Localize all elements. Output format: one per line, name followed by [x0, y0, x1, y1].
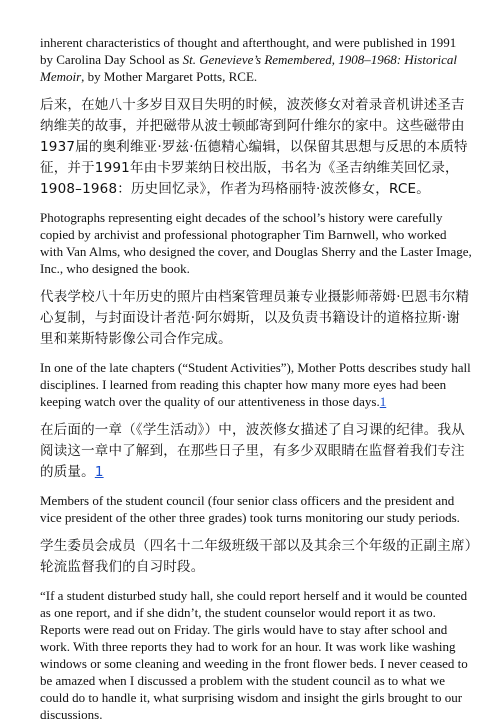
paragraph-zh-4 [40, 536, 472, 578]
paragraph-zh-1 [40, 95, 472, 200]
paragraph-en-2 [40, 209, 472, 277]
paragraph-zh-2 [40, 287, 472, 350]
text-run: 学生委员会成员（四名十二年级班级干部以及其余三个年级的正副主席）轮流监督我们的自习时段。 [40, 538, 472, 575]
text-run: 代表学校八十年历史的照片由档案管理员兼专业摄影师蒂姆·巴恩韦尔精心复制，与封面设计者范·阿尔姆斯，以及负责书籍设计的道格拉斯·谢里和莱斯特影像公司合作完成。 [40, 289, 470, 347]
text-run: 后来，在她八十多岁目双目失明的时候，波茨修女对着录音机讲述圣吉纳维芙的故事，并把磁带从波士顿邮寄到阿什维尔的家中。这些磁带由1937届的奥利维亚·罗兹·伍德精心编辑，以保留其思想与反思的本质特征，并于1991年由卡罗莱纳日校出版，书名为《圣吉纳维芙回忆录，1908–1968：历史回忆录》，作者为玛格丽特·波茨修女，RCE。 [40, 97, 468, 197]
book-title-italic: St. Genevieve’s Remembered, 1908–1968: Historical Memoir [40, 52, 457, 84]
paragraph-zh-3 [40, 420, 472, 483]
paragraph-en-3 [40, 359, 472, 410]
footnote-link[interactable]: 1 [94, 464, 104, 480]
text-run: Members of the student council (four senior class officers and the president and vice president of the other three grades) took turns monitoring our study periods. [40, 493, 460, 525]
text-run: In one of the late chapters (“Student Activities”), Mother Potts describes study hall disciplines. I learned from reading this chapter how many more eyes had been keeping watch over the quality of our attentiveness in those days. [40, 360, 471, 409]
text-run: inherent characteristics of thought and afterthought, and were published in 1991 by Carolina Day School as [40, 35, 457, 67]
text-run: Photographs representing eight decades of the school’s history were carefully copied by archivist and professional photographer Tim Barnwell, who worked with Van Alms, who designed the cover, and Douglas Sherry and the Laster Image, Inc., who designed the book. [40, 210, 472, 276]
paragraph-en-1 [40, 34, 472, 85]
text-run: , by Mother Margaret Potts, RCE. [81, 69, 258, 84]
text-run: 在后面的一章（《学生活动》）中，波茨修女描述了自习课的纪律。我从阅读这一章中了解到，在那些日子里，有多少双眼睛在监督着我们专注的质量。 [40, 422, 465, 480]
text-run: “If a student disturbed study hall, she could report herself and it would be counted as one report, and if she didn’t, the student counselor would report it as two. Reports were read out on Friday. The girls would have to stay after school and work. With three reports they had to work for an hour. It was work like washing windows or some cleaning and weeding in the front flower beds. I never ceased to be amazed when I discussed a problem with the student council as to what we could do to handle it, what surprising wisdom and insight the girls brought to our discussions. [40, 588, 468, 722]
paragraph-en-5 [40, 587, 472, 723]
paragraph-en-4 [40, 492, 472, 526]
footnote-link[interactable]: 1 [379, 394, 387, 409]
